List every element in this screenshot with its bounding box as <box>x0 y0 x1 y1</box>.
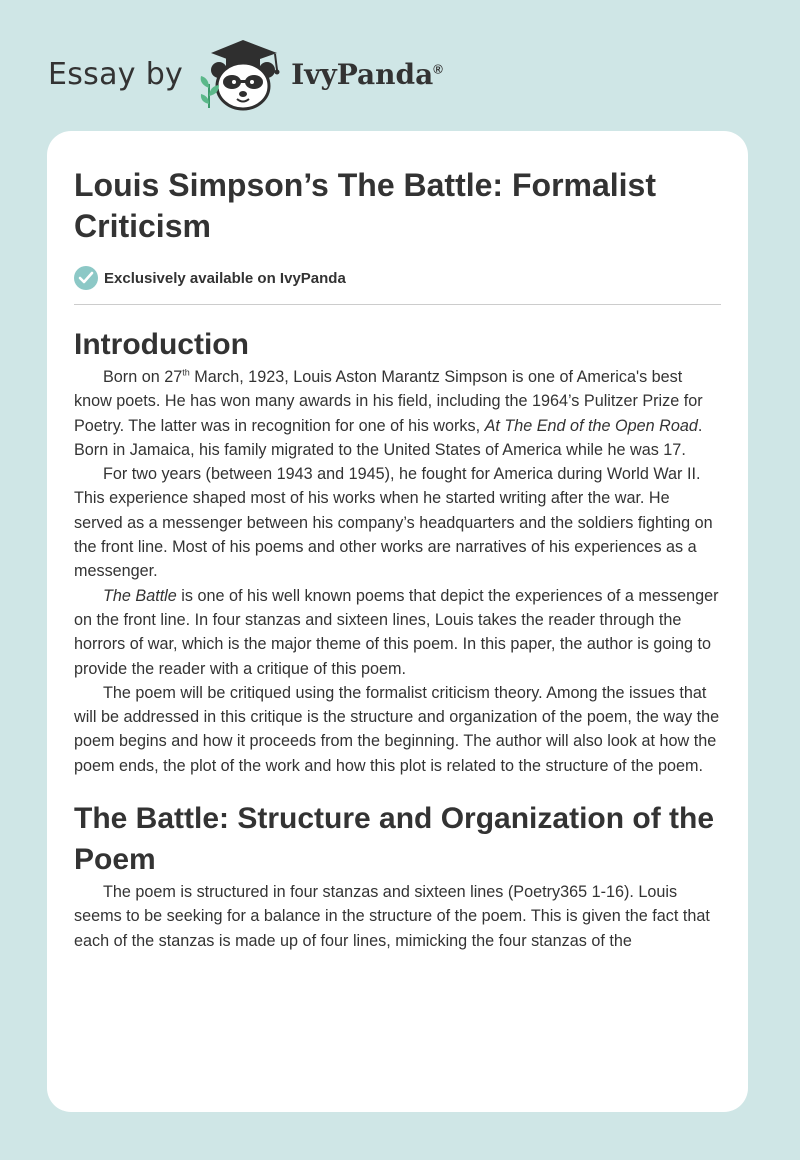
article-card <box>47 131 748 1112</box>
brand-name[interactable]: IvyPanda® <box>291 57 443 91</box>
registered-mark: ® <box>433 61 443 77</box>
paragraph: Born on 27th March, 1923, Louis Aston Marantz Simpson is one of America's best know poets. He has won many awards in his field, including the 1964’s Pulitzer Prize for Poetry. The latter was in recognition for one of his works, At The End of the Open Road. Born in Jamaica, his family migrated to the United States of America while he was 17. <box>74 367 703 459</box>
check-icon <box>74 266 98 290</box>
section-heading-introduction: Introduction <box>74 328 249 361</box>
exclusive-text: Exclusively available on IvyPanda <box>104 269 346 287</box>
work-title: At The End of the Open Road <box>484 416 698 435</box>
paragraph: The Battle is one of his well known poems that depict the experiences of a messenger on the front line. In four stanzas and sixteen lines, Louis takes the reader through the horrors of war, which is the major theme of this poem. In this paper, the author is going to provide the reader with a critique of this poem. <box>74 586 719 678</box>
panda-logo-icon[interactable] <box>197 36 289 112</box>
paragraph: For two years (between 1943 and 1945), he fought for America during World War II. This experience shaped most of his works when he started writing after the war. He served as a messenger between his company’s headquarters and the soldiers fighting on the front line. Most of his poems and other works are narratives of his experiences as a messenger. <box>74 465 713 581</box>
site-header <box>48 36 443 112</box>
ordinal-suffix: th <box>182 367 190 378</box>
paragraph: The poem will be critiqued using the formalist criticism theory. Among the issues that will be addressed in this critique is the structure and organization of the poem, the way the poem begins and how it proceeds from the beginning. The author will also look at how the poem ends, the plot of the work and how this plot is related to the structure of the poem. <box>74 683 720 775</box>
title-line-2: Criticism <box>74 208 211 244</box>
section-heading-structure: The Battle: Structure and Organization of the Poem <box>74 802 715 877</box>
title-line-1: Louis Simpson’s The Battle: Formalist <box>74 167 656 203</box>
paragraph: The poem is structured in four stanzas and sixteen lines (Poetry365 1-16). Louis seems to be seeking for a balance in the structure of the poem. This is given the fact that each of the stanzas is made up of four lines, mimicking the four stanzas of the <box>74 883 710 950</box>
brand-prefix: Essay by <box>48 56 184 92</box>
divider <box>74 304 721 305</box>
page-title <box>74 165 721 247</box>
poem-title: The Battle <box>103 586 177 605</box>
exclusive-badge <box>74 265 721 291</box>
